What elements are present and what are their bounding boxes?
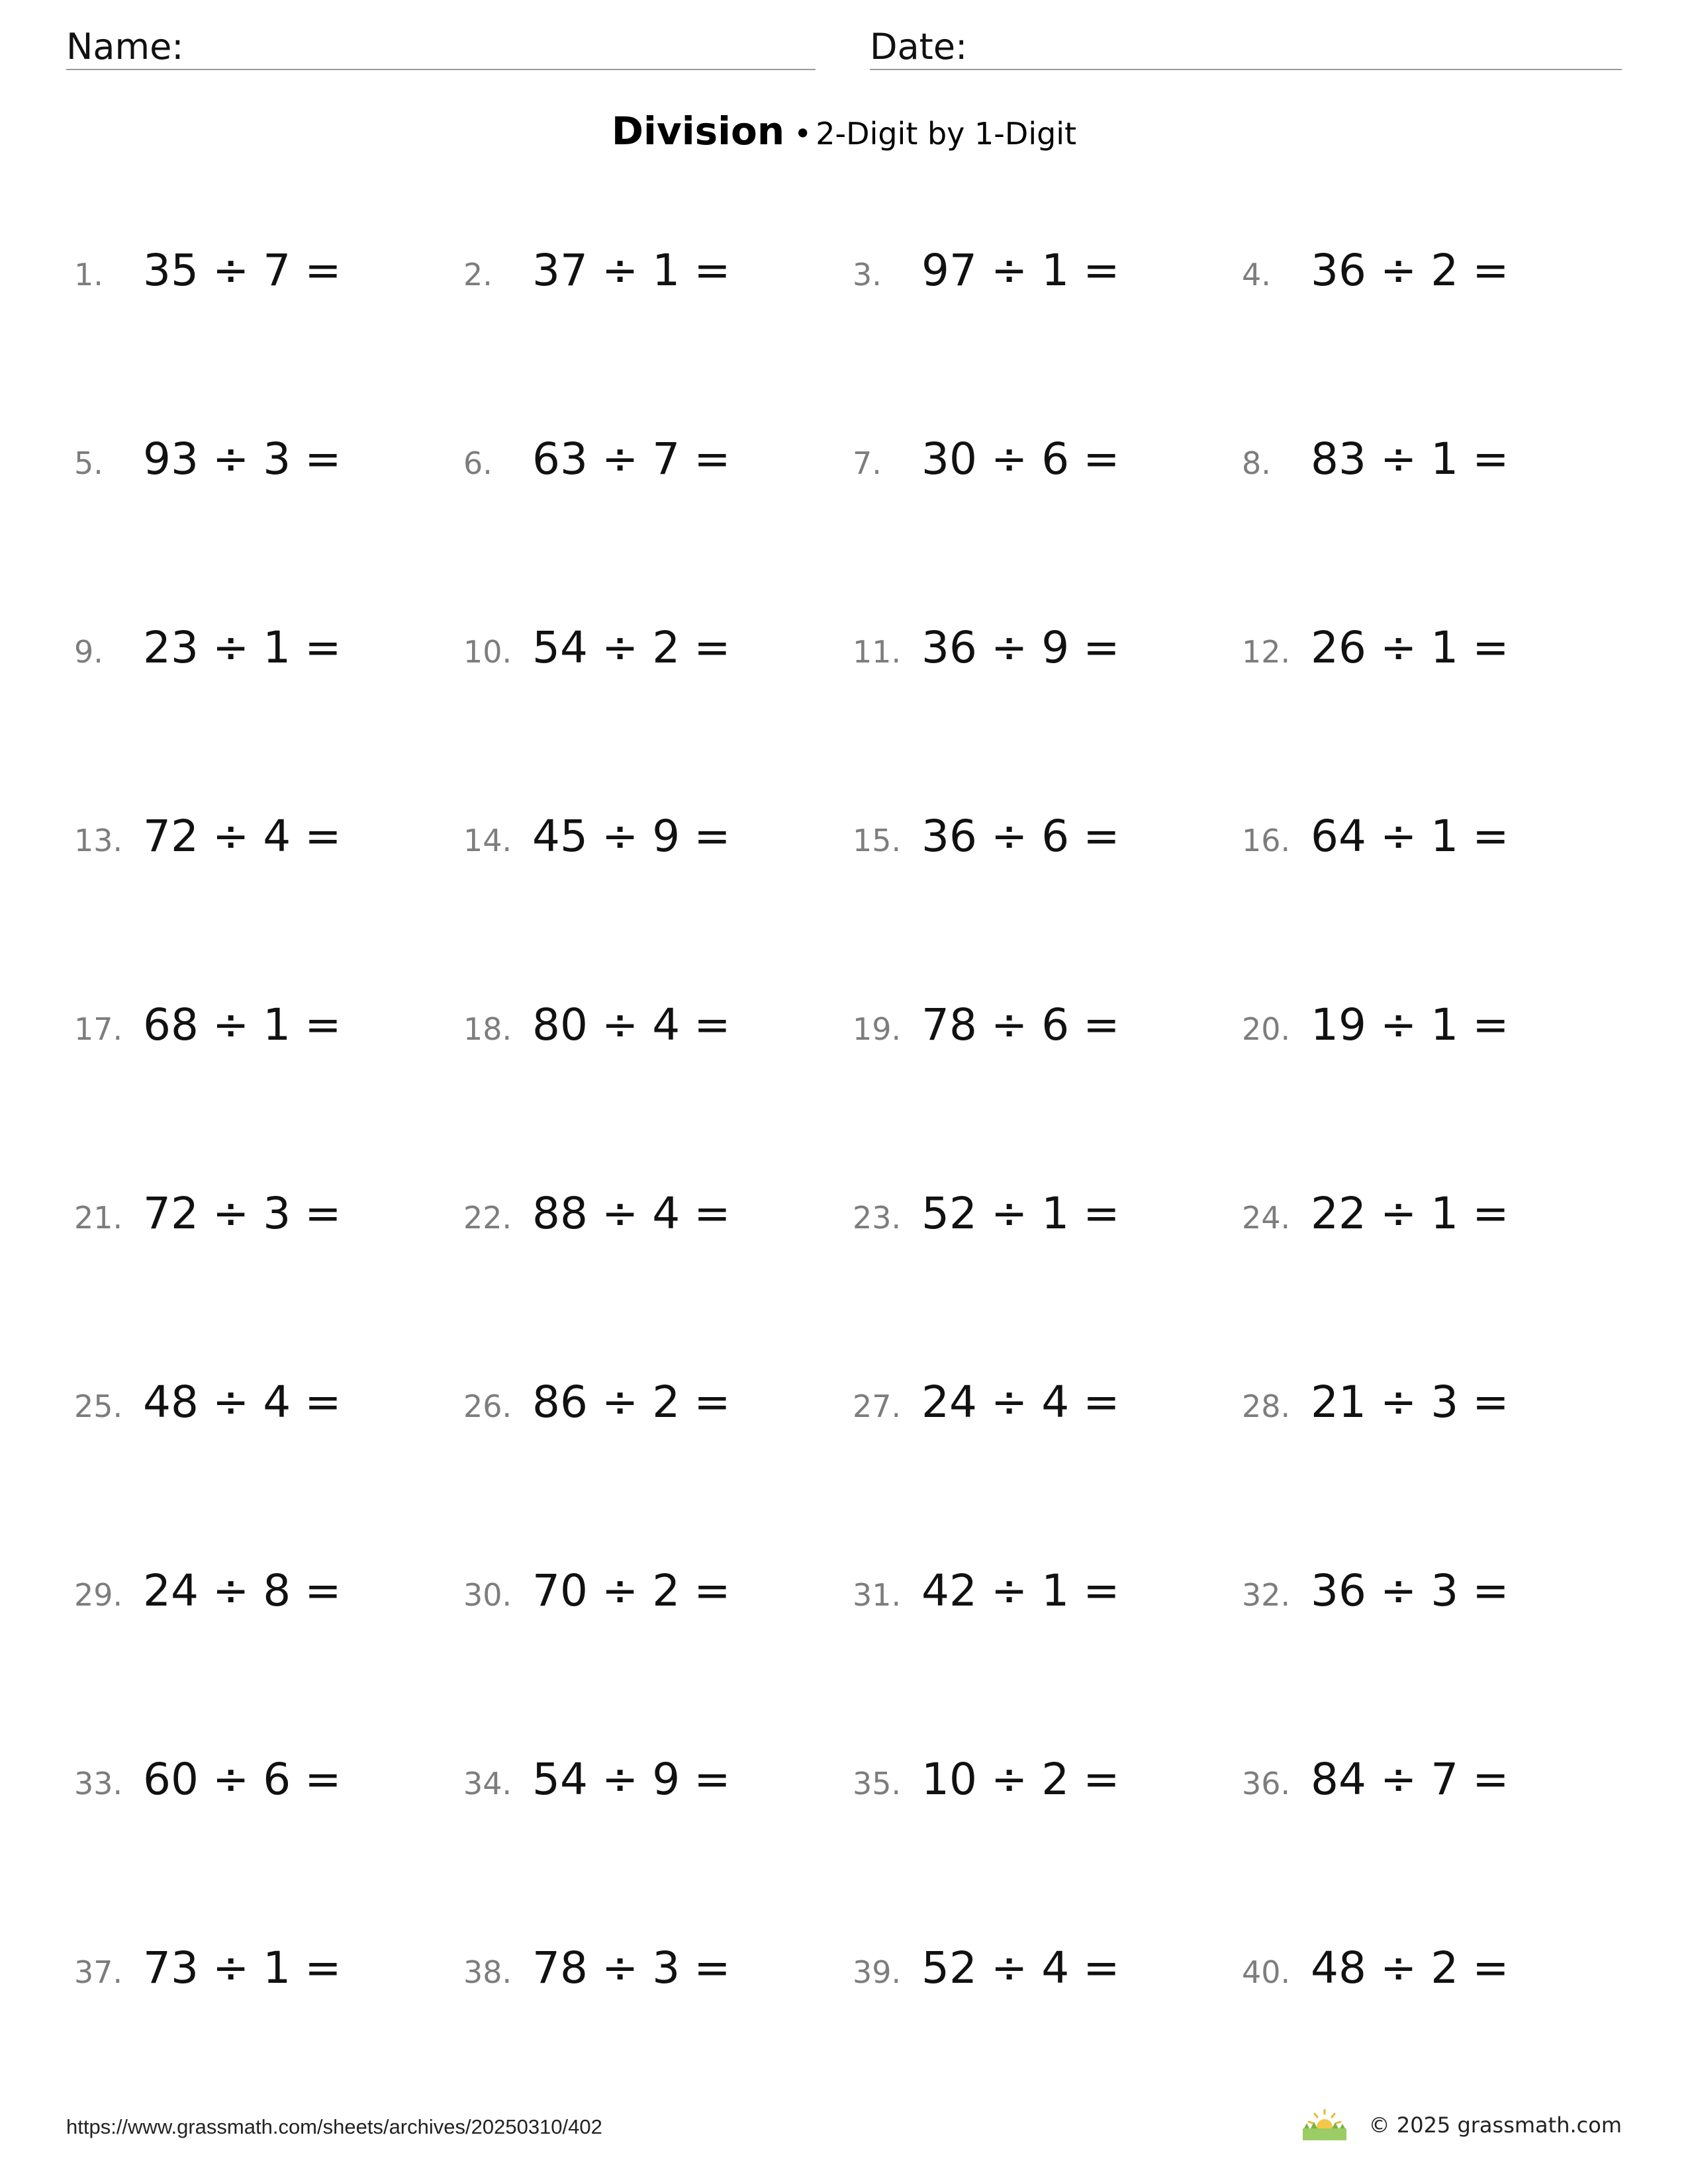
problem-number: 20. (1242, 1011, 1291, 1047)
problem-item (1242, 811, 1631, 999)
problem-expression: 10 ÷ 2 = (921, 1754, 1120, 1805)
problem-item (853, 433, 1242, 622)
problem-item (74, 1942, 463, 2131)
problem-item (463, 1942, 853, 2131)
problem-item (463, 999, 853, 1188)
problem-item (1242, 999, 1631, 1188)
name-field[interactable] (66, 25, 816, 70)
problem-number: 16. (1242, 823, 1291, 858)
problem-item (853, 1942, 1242, 2131)
problem-number: 1. (74, 257, 103, 293)
problem-number: 22. (463, 1200, 512, 1236)
problem-number: 13. (74, 823, 123, 858)
problem-number: 28. (1242, 1388, 1291, 1424)
problem-number: 14. (463, 823, 512, 858)
problem-item (853, 999, 1242, 1188)
problem-item (74, 999, 463, 1188)
problem-number: 27. (853, 1388, 902, 1424)
date-field[interactable] (870, 25, 1622, 70)
problem-item (74, 245, 463, 433)
title-main: Division (611, 109, 785, 154)
problem-expression: 24 ÷ 4 = (921, 1377, 1120, 1428)
problem-number: 8. (1242, 445, 1271, 481)
footer-url: https://www.grassmath.com/sheets/archives/20250310/402 (66, 2115, 602, 2138)
problem-item (74, 1754, 463, 1942)
problem-expression: 36 ÷ 2 = (1311, 245, 1509, 296)
problem-item (74, 1377, 463, 1565)
problem-expression: 26 ÷ 1 = (1311, 622, 1509, 673)
problem-number: 34. (463, 1766, 512, 1801)
problem-item (853, 622, 1242, 811)
problem-item (1242, 1377, 1631, 1565)
problem-number: 21. (74, 1200, 123, 1236)
problem-number: 33. (74, 1766, 123, 1801)
problem-item (853, 245, 1242, 433)
problem-item (74, 1188, 463, 1377)
title-subtitle: 2-Digit by 1-Digit (816, 116, 1077, 152)
problem-expression: 45 ÷ 9 = (532, 811, 731, 862)
problem-expression: 93 ÷ 3 = (143, 433, 342, 484)
date-label: Date: (870, 26, 968, 68)
problem-expression: 52 ÷ 4 = (921, 1942, 1120, 1993)
problem-number: 29. (74, 1577, 123, 1613)
problem-number: 5. (74, 445, 103, 481)
problem-item (463, 1754, 853, 1942)
problem-number: 7. (853, 445, 882, 481)
problem-expression: 80 ÷ 4 = (532, 999, 731, 1050)
problem-item (1242, 1942, 1631, 2131)
problem-number: 12. (1242, 634, 1291, 670)
problem-expression: 54 ÷ 2 = (532, 622, 731, 673)
title-separator: • (794, 116, 812, 152)
problem-expression: 24 ÷ 8 = (143, 1565, 342, 1616)
footer-brand (1301, 2109, 1622, 2142)
problem-item (1242, 1565, 1631, 1754)
problem-expression: 68 ÷ 1 = (143, 999, 342, 1050)
problem-item (463, 1377, 853, 1565)
problem-number: 23. (853, 1200, 902, 1236)
problem-number: 4. (1242, 257, 1271, 293)
problem-expression: 30 ÷ 6 = (921, 433, 1120, 484)
problem-expression: 36 ÷ 6 = (921, 811, 1120, 862)
problem-item (853, 1188, 1242, 1377)
problem-number: 6. (463, 445, 492, 481)
problem-number: 40. (1242, 1954, 1291, 1990)
problem-number: 32. (1242, 1577, 1291, 1613)
problem-expression: 78 ÷ 6 = (921, 999, 1120, 1050)
problem-number: 17. (74, 1011, 123, 1047)
problem-number: 11. (853, 634, 902, 670)
problem-item (853, 1377, 1242, 1565)
problem-item (1242, 1754, 1631, 1942)
problem-expression: 48 ÷ 4 = (143, 1377, 342, 1428)
problem-grid (74, 245, 1663, 2131)
problem-number: 10. (463, 634, 512, 670)
problem-item (74, 433, 463, 622)
problem-item (1242, 622, 1631, 811)
problem-number: 19. (853, 1011, 902, 1047)
problem-expression: 42 ÷ 1 = (921, 1565, 1120, 1616)
problem-expression: 97 ÷ 1 = (921, 245, 1120, 296)
problem-number: 35. (853, 1766, 902, 1801)
problem-expression: 35 ÷ 7 = (143, 245, 342, 296)
problem-expression: 72 ÷ 3 = (143, 1188, 342, 1239)
problem-number: 15. (853, 823, 902, 858)
problem-number: 3. (853, 257, 882, 293)
problem-item (1242, 245, 1631, 433)
problem-expression: 54 ÷ 9 = (532, 1754, 731, 1805)
problem-number: 38. (463, 1954, 512, 1990)
problem-expression: 83 ÷ 1 = (1311, 433, 1509, 484)
problem-expression: 88 ÷ 4 = (532, 1188, 731, 1239)
problem-item (74, 622, 463, 811)
problem-expression: 78 ÷ 3 = (532, 1942, 731, 1993)
problem-expression: 23 ÷ 1 = (143, 622, 342, 673)
problem-item (463, 811, 853, 999)
name-label: Name: (66, 26, 184, 68)
problem-number: 24. (1242, 1200, 1291, 1236)
problem-number: 2. (463, 257, 492, 293)
problem-item (1242, 433, 1631, 622)
problem-item (463, 622, 853, 811)
problem-number: 36. (1242, 1766, 1291, 1801)
problem-expression: 63 ÷ 7 = (532, 433, 731, 484)
problem-expression: 19 ÷ 1 = (1311, 999, 1509, 1050)
problem-number: 26. (463, 1388, 512, 1424)
problem-expression: 48 ÷ 2 = (1311, 1942, 1509, 1993)
problem-item (74, 811, 463, 999)
problem-item (74, 1565, 463, 1754)
problem-item (1242, 1188, 1631, 1377)
problem-item (463, 1565, 853, 1754)
problem-expression: 37 ÷ 1 = (532, 245, 731, 296)
problem-item (853, 1565, 1242, 1754)
problem-expression: 21 ÷ 3 = (1311, 1377, 1509, 1428)
problem-expression: 84 ÷ 7 = (1311, 1754, 1509, 1805)
problem-number: 37. (74, 1954, 123, 1990)
problem-expression: 36 ÷ 3 = (1311, 1565, 1509, 1616)
problem-expression: 64 ÷ 1 = (1311, 811, 1509, 862)
problem-expression: 52 ÷ 1 = (921, 1188, 1120, 1239)
problem-item (463, 245, 853, 433)
problem-expression: 86 ÷ 2 = (532, 1377, 731, 1428)
problem-expression: 36 ÷ 9 = (921, 622, 1120, 673)
problem-number: 31. (853, 1577, 902, 1613)
worksheet-title (0, 105, 1688, 167)
problem-number: 18. (463, 1011, 512, 1047)
problem-number: 39. (853, 1954, 902, 1990)
footer-copyright: © 2025 grassmath.com (1368, 2113, 1622, 2138)
problem-expression: 73 ÷ 1 = (143, 1942, 342, 1993)
problem-item (853, 1754, 1242, 1942)
problem-expression: 70 ÷ 2 = (532, 1565, 731, 1616)
problem-item (853, 811, 1242, 999)
problem-number: 25. (74, 1388, 123, 1424)
problem-expression: 22 ÷ 1 = (1311, 1188, 1509, 1239)
problem-number: 30. (463, 1577, 512, 1613)
problem-expression: 60 ÷ 6 = (143, 1754, 342, 1805)
grass-sun-logo-icon (1301, 2109, 1348, 2142)
problem-number: 9. (74, 634, 103, 670)
problem-item (463, 1188, 853, 1377)
problem-expression: 72 ÷ 4 = (143, 811, 342, 862)
problem-item (463, 433, 853, 622)
